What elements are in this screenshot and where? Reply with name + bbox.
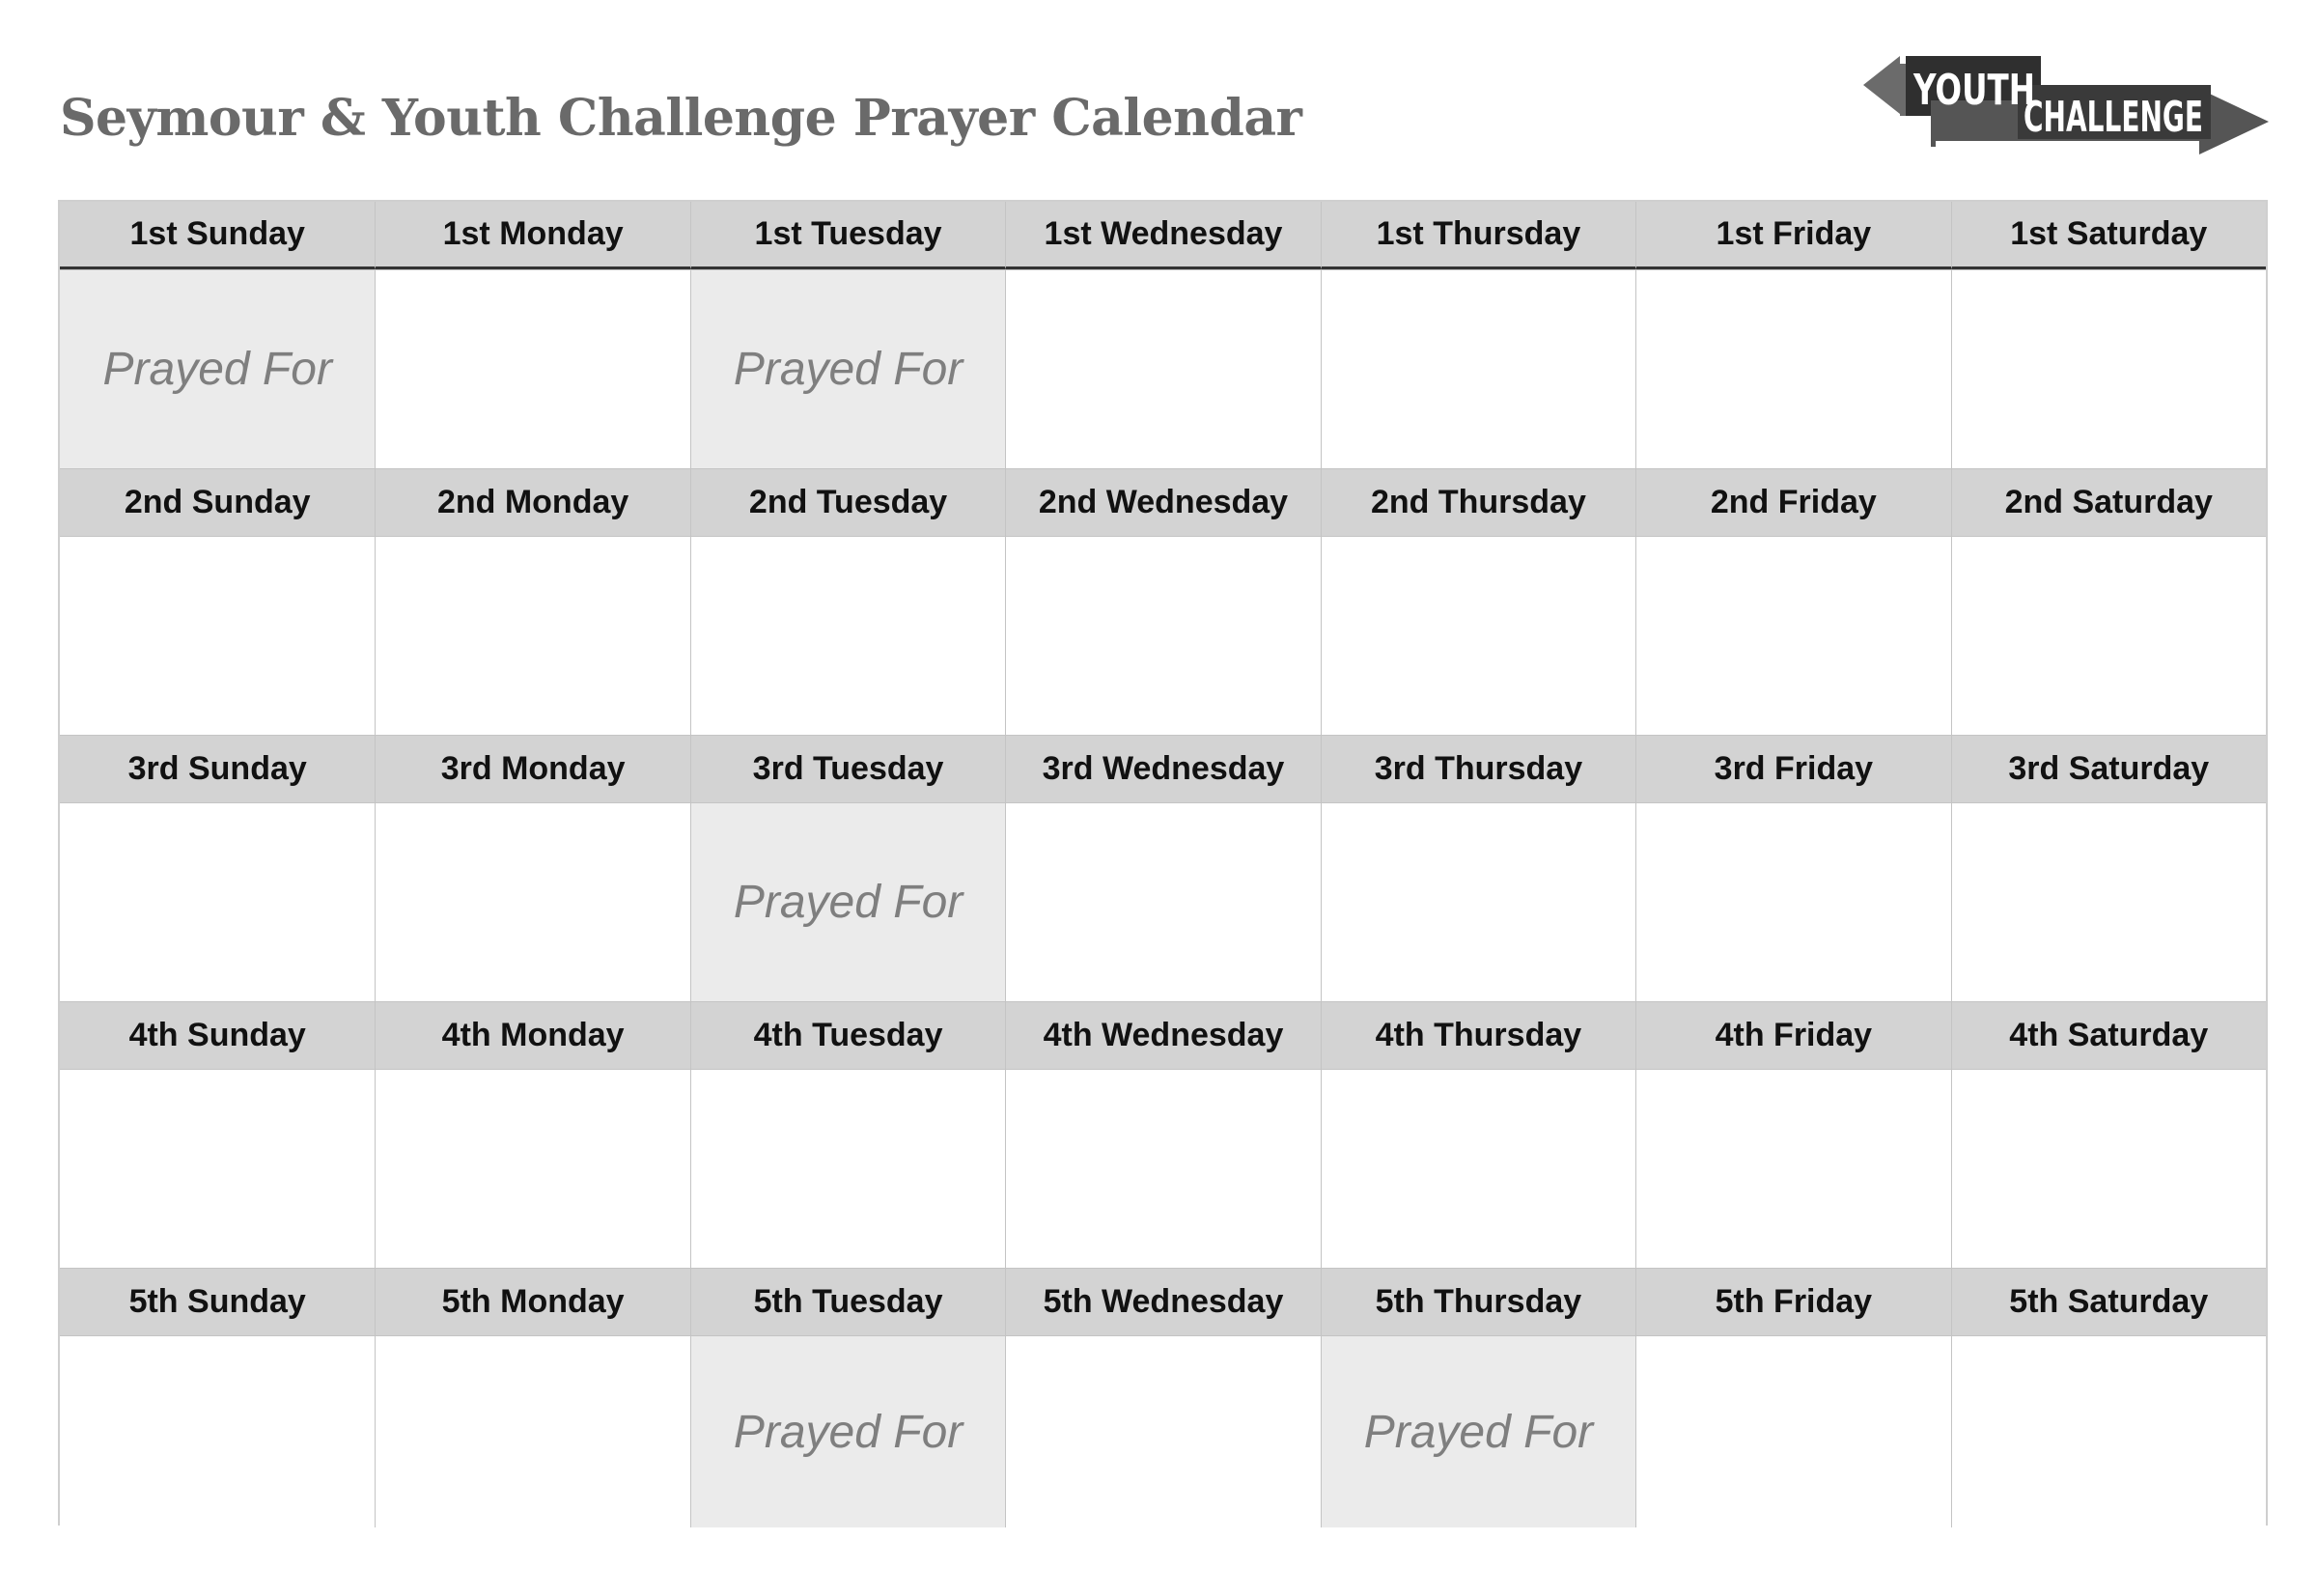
day-cell[interactable]	[375, 536, 689, 735]
day-cell[interactable]	[1951, 802, 2266, 1001]
day-header: 5th Thursday	[1321, 1268, 1635, 1335]
day-header: 4th Tuesday	[690, 1001, 1005, 1069]
day-cell[interactable]	[375, 1335, 689, 1527]
prayed-for-cell[interactable]: Prayed For	[690, 802, 1005, 1001]
day-cell[interactable]	[1635, 1335, 1950, 1527]
youth-challenge-logo	[1863, 37, 2269, 154]
day-cell[interactable]	[1635, 269, 1950, 468]
day-header: 1st Tuesday	[690, 202, 1005, 269]
day-header: 5th Wednesday	[1005, 1268, 1320, 1335]
day-header: 2nd Sunday	[60, 468, 375, 536]
day-header: 3rd Sunday	[60, 735, 375, 802]
day-cell[interactable]	[375, 269, 689, 468]
day-header: 2nd Friday	[1635, 468, 1950, 536]
day-header: 1st Sunday	[60, 202, 375, 269]
day-cell[interactable]	[375, 802, 689, 1001]
day-header: 1st Wednesday	[1005, 202, 1320, 269]
day-header: 3rd Tuesday	[690, 735, 1005, 802]
day-cell[interactable]	[1951, 1335, 2266, 1527]
day-header: 3rd Friday	[1635, 735, 1950, 802]
day-header: 4th Sunday	[60, 1001, 375, 1069]
day-cell[interactable]	[1321, 536, 1635, 735]
page-title: Seymour & Youth Challenge Prayer Calendar	[60, 89, 1302, 148]
day-cell[interactable]	[60, 1069, 375, 1268]
prayed-for-cell[interactable]: Prayed For	[60, 269, 375, 468]
day-header: 4th Thursday	[1321, 1001, 1635, 1069]
day-header: 2nd Monday	[375, 468, 689, 536]
day-cell[interactable]	[1005, 536, 1320, 735]
day-header: 5th Sunday	[60, 1268, 375, 1335]
prayed-for-cell[interactable]: Prayed For	[690, 269, 1005, 468]
logo-text-top: YOUTH	[1912, 66, 2035, 115]
day-cell[interactable]	[1005, 269, 1320, 468]
day-header: 5th Tuesday	[690, 1268, 1005, 1335]
day-header: 5th Friday	[1635, 1268, 1950, 1335]
day-header: 3rd Thursday	[1321, 735, 1635, 802]
day-cell[interactable]	[1005, 802, 1320, 1001]
day-header: 1st Saturday	[1951, 202, 2266, 269]
day-cell[interactable]	[1951, 536, 2266, 735]
day-header: 1st Friday	[1635, 202, 1950, 269]
prayer-calendar-grid	[58, 200, 2268, 1526]
day-cell[interactable]	[1321, 802, 1635, 1001]
day-cell[interactable]	[1321, 269, 1635, 468]
day-cell[interactable]	[375, 1069, 689, 1268]
day-header: 4th Saturday	[1951, 1001, 2266, 1069]
prayed-for-cell[interactable]: Prayed For	[1321, 1335, 1635, 1527]
day-cell[interactable]	[60, 1335, 375, 1527]
day-header: 2nd Thursday	[1321, 468, 1635, 536]
day-cell[interactable]	[1951, 269, 2266, 468]
logo-graphic	[1863, 37, 2269, 154]
day-header: 5th Saturday	[1951, 1268, 2266, 1335]
day-header: 2nd Tuesday	[690, 468, 1005, 536]
day-header: 1st Thursday	[1321, 202, 1635, 269]
day-cell[interactable]	[1005, 1069, 1320, 1268]
day-cell[interactable]	[1005, 1335, 1320, 1527]
day-header: 4th Monday	[375, 1001, 689, 1069]
day-cell[interactable]	[1951, 1069, 2266, 1268]
day-cell[interactable]	[690, 536, 1005, 735]
day-header: 3rd Saturday	[1951, 735, 2266, 802]
day-header: 4th Wednesday	[1005, 1001, 1320, 1069]
day-cell[interactable]	[1635, 802, 1950, 1001]
day-cell[interactable]	[1321, 1069, 1635, 1268]
day-header: 5th Monday	[375, 1268, 689, 1335]
prayed-for-cell[interactable]: Prayed For	[690, 1335, 1005, 1527]
logo-text-bottom: CHALLENGE	[2024, 93, 2203, 142]
day-header: 1st Monday	[375, 202, 689, 269]
day-header: 2nd Wednesday	[1005, 468, 1320, 536]
day-header: 4th Friday	[1635, 1001, 1950, 1069]
day-header: 3rd Monday	[375, 735, 689, 802]
day-cell[interactable]	[1635, 536, 1950, 735]
day-header: 3rd Wednesday	[1005, 735, 1320, 802]
day-cell[interactable]	[690, 1069, 1005, 1268]
day-cell[interactable]	[60, 536, 375, 735]
day-header: 2nd Saturday	[1951, 468, 2266, 536]
day-cell[interactable]	[1635, 1069, 1950, 1268]
day-cell[interactable]	[60, 802, 375, 1001]
